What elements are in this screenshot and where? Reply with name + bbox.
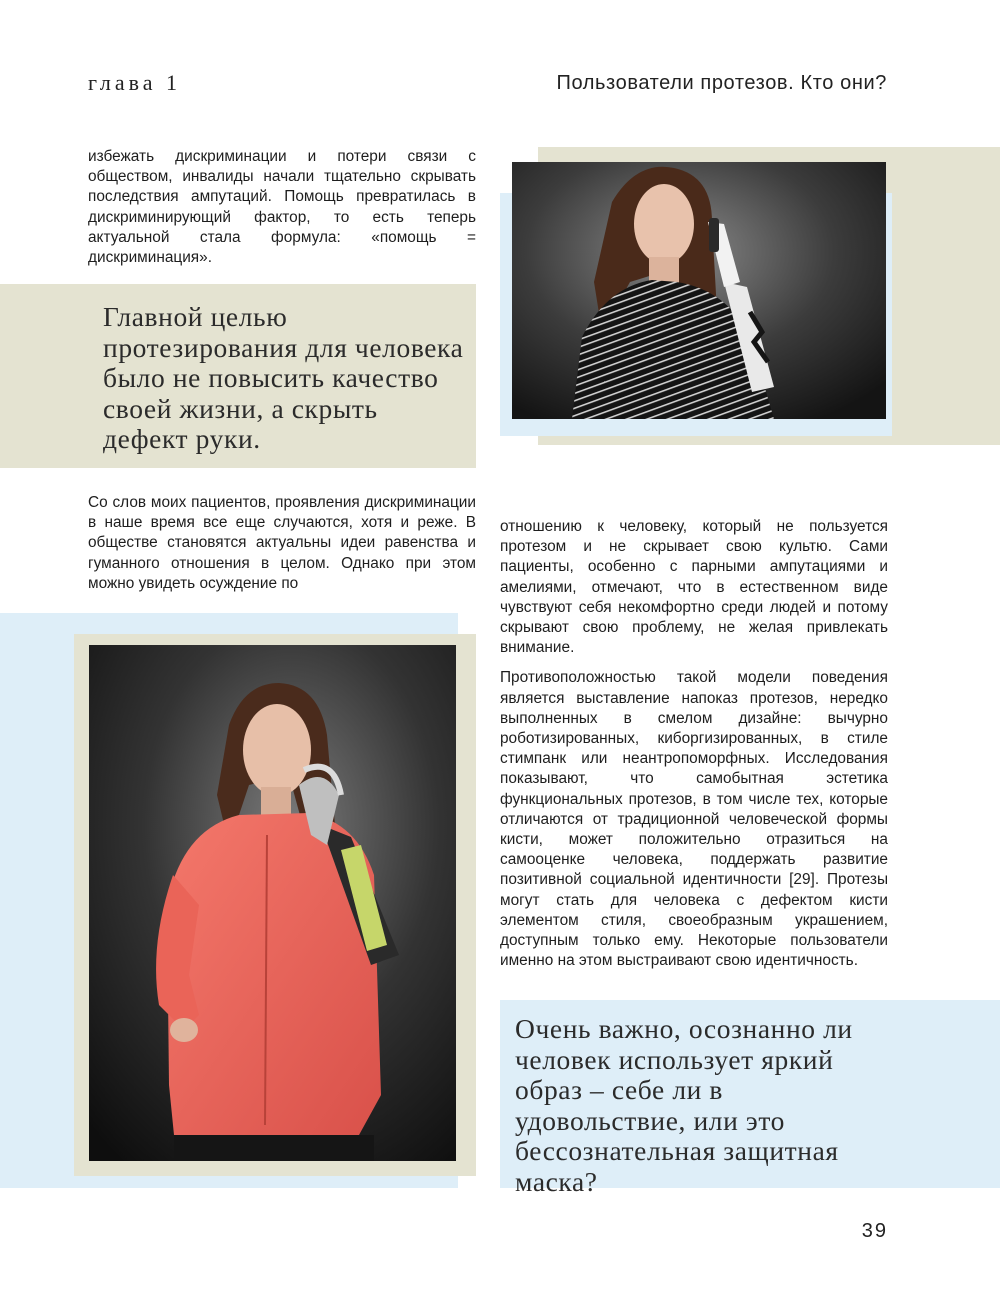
photo-2-image xyxy=(89,645,456,1161)
paragraph-left-middle-text: Со слов моих пациентов, проявления дискриминации в наше время все еще случаются, хотя и реже. В обществе становятся актуальны идеи равенства и гуманного отношения в целом. Однако при этом можно увидеть осуждение по xyxy=(88,494,476,592)
paragraph-top xyxy=(88,147,476,278)
paragraph-right-1: отношению к человеку, который не пользуется протезом и не скрывает свою культю. Сами пациенты, особенно с парными ампутациями и амелиями, отмечают, что в естественном виде чувствуют себя некомфортно среди людей и потому скрывают свою проблему, не желая привлекать внимание. xyxy=(500,518,888,657)
photo-1-image xyxy=(512,162,886,419)
running-title: Пользователи протезов. Кто они? xyxy=(556,72,887,94)
photo-woman-coral-jacket xyxy=(89,645,456,1161)
pull-quote-2: Очень важно, осознанно ли человек использует яркий образ – себе ли в удовольствие, или это бессознательная защитная маска? xyxy=(515,1013,853,1197)
photo-woman-striped-shirt xyxy=(512,162,886,419)
right-column xyxy=(500,517,888,981)
paragraph-left-middle xyxy=(88,493,476,604)
paragraph-right-2: Противоположностью такой модели поведения является выставление напоказ протезов, нередко выполненных в смелом дизайне: вычурно роботизированных, киборгизированных, в стиле стимпанк или неантропоморфных. Исследования показывают, что самобытная эстетика функциональных протезов, в том числе тех, которые отличаются от традиционной человеческой формы кисти, может положительно отразиться на самооценке человека, поддержать развитие позитивной социальной идентичности [29]. Протезы могут стать для человека с дефектом кисти элементом стиля, своеобразным украшением, доступным только ему. Некоторые пользователи именно на этом выстраивают свою идентичность. xyxy=(500,669,888,970)
pull-quote-1: Главной целью протезирования для человека было не повысить качество своей жизни, а скрыть дефект руки. xyxy=(103,301,464,454)
chapter-label: глава 1 xyxy=(88,70,182,95)
paragraph-top-text: избежать дискриминации и потери связи с обществом, инвалиды начали тщательно скрывать последствия ампутаций. Помощь превратилась в дискриминирующий фактор, то есть теперь актуальной стала формула: «помощь = дискриминация». xyxy=(88,148,476,267)
page-number: 39 xyxy=(861,1220,888,1242)
